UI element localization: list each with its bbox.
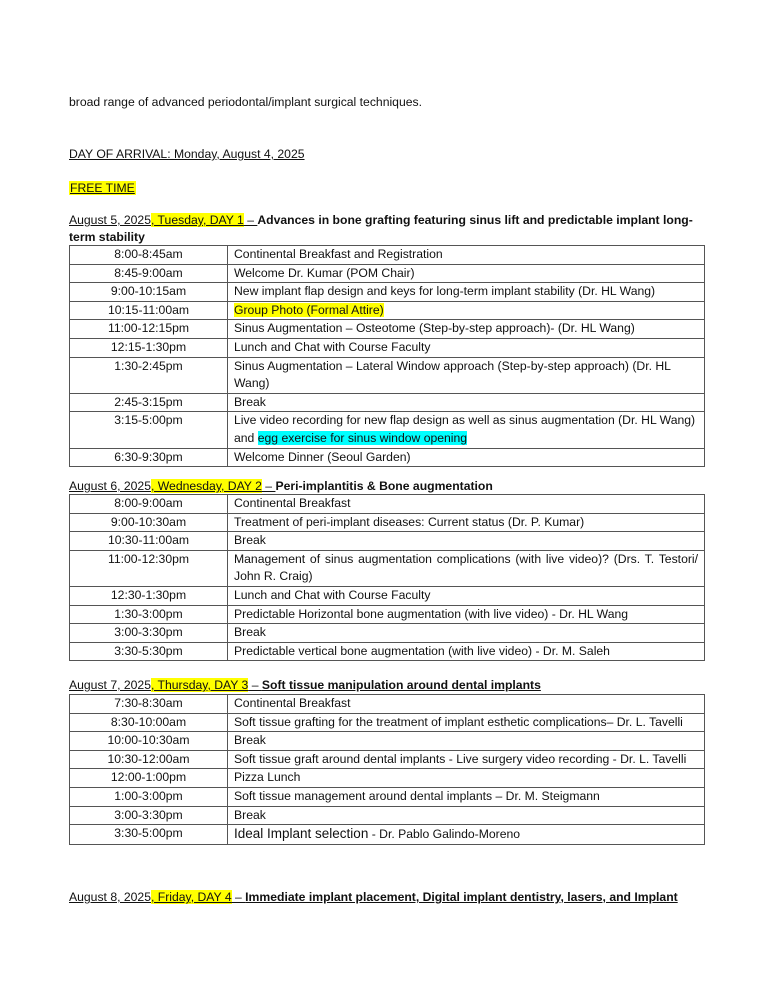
session-cell: Management of sinus augmentation complications (with live video)? (Drs. T. Testori/ John R. Craig) — [228, 550, 705, 586]
day2-label: , Wednesday, DAY 2 — [151, 479, 262, 493]
day1-dash: – — [243, 213, 258, 227]
table-row — [70, 642, 705, 661]
session-cell: Treatment of peri-implant diseases: Current status (Dr. P. Kumar) — [228, 513, 705, 532]
table-row — [70, 495, 705, 514]
session-cell: Lunch and Chat with Course Faculty — [228, 586, 705, 605]
session-cell: Continental Breakfast — [228, 495, 705, 514]
session-cell: Break — [228, 532, 705, 551]
time-cell: 2:45-3:15pm — [70, 393, 228, 412]
day2-heading — [69, 478, 705, 495]
table-row — [70, 246, 705, 265]
session-cell — [228, 412, 705, 448]
day4-heading — [69, 889, 705, 906]
table-row — [70, 320, 705, 339]
day1-title: Advances in bone grafting featuring sinus lift and predictable implant long-term stability — [69, 213, 693, 244]
day1-label: , Tuesday, DAY 1 — [151, 213, 244, 227]
day1-date: August 5, 2025 — [69, 213, 151, 227]
time-cell: 11:00-12:15pm — [70, 320, 228, 339]
table-row — [70, 825, 705, 845]
table-row — [70, 357, 705, 393]
time-cell: 3:30-5:30pm — [70, 642, 228, 661]
day4-label: , Friday, DAY 4 — [151, 890, 232, 904]
session-cell: Welcome Dinner (Seoul Garden) — [228, 448, 705, 467]
session-cell — [228, 825, 705, 845]
table-row — [70, 513, 705, 532]
session-cell: Break — [228, 393, 705, 412]
day4-dash: – — [231, 890, 246, 904]
day4-date: August 8, 2025 — [69, 890, 151, 904]
day1-schedule-table — [69, 245, 705, 467]
session-cell — [228, 301, 705, 320]
time-cell: 6:30-9:30pm — [70, 448, 228, 467]
time-cell: 1:30-3:00pm — [70, 605, 228, 624]
table-row — [70, 448, 705, 467]
session-cell: Continental Breakfast and Registration — [228, 246, 705, 265]
time-cell: 9:00-10:15am — [70, 283, 228, 302]
table-row — [70, 338, 705, 357]
day2-title: Peri-implantitis & Bone augmentation — [275, 479, 493, 493]
time-cell: 3:15-5:00pm — [70, 412, 228, 448]
time-cell: 10:30-12:00am — [70, 750, 228, 769]
day3-title: Soft tissue manipulation around dental implants — [261, 678, 541, 692]
table-row — [70, 550, 705, 586]
day3-label: , Thursday, DAY 3 — [151, 678, 249, 692]
time-cell: 12:30-1:30pm — [70, 586, 228, 605]
table-row — [70, 283, 705, 302]
table-row — [70, 695, 705, 714]
session-cell: Sinus Augmentation – Osteotome (Step-by-step approach)- (Dr. HL Wang) — [228, 320, 705, 339]
table-row — [70, 532, 705, 551]
session-cell: Lunch and Chat with Course Faculty — [228, 338, 705, 357]
session-cell: Break — [228, 806, 705, 825]
day1-heading — [69, 212, 705, 246]
time-cell: 10:00-10:30am — [70, 732, 228, 751]
arrival-heading: DAY OF ARRIVAL: Monday, August 4, 2025 — [69, 147, 305, 161]
session-cell: Welcome Dr. Kumar (POM Chair) — [228, 264, 705, 283]
day2-schedule-table — [69, 494, 705, 661]
time-cell: 12:15-1:30pm — [70, 338, 228, 357]
day2-dash: – — [261, 479, 276, 493]
day3-schedule-table — [69, 694, 705, 845]
table-row — [70, 713, 705, 732]
table-row — [70, 393, 705, 412]
time-cell: 3:00-3:30pm — [70, 624, 228, 643]
session-cell: Break — [228, 732, 705, 751]
session-text: Live video recording for new flap design as well as sinus augmentation (Dr. HL Wang) and — [234, 413, 696, 445]
time-cell: 9:00-10:30am — [70, 513, 228, 532]
session-cell: Predictable vertical bone augmentation (with live video) - Dr. M. Saleh — [228, 642, 705, 661]
time-cell: 8:30-10:00am — [70, 713, 228, 732]
table-row — [70, 806, 705, 825]
free-time-label: FREE TIME — [70, 181, 135, 195]
day4-title: Immediate implant placement, Digital implant dentistry, lasers, and Implant — [245, 890, 678, 904]
table-row — [70, 732, 705, 751]
time-cell: 1:30-2:45pm — [70, 357, 228, 393]
table-row — [70, 787, 705, 806]
time-cell: 8:00-9:00am — [70, 495, 228, 514]
time-cell: 10:15-11:00am — [70, 301, 228, 320]
time-cell: 3:30-5:00pm — [70, 825, 228, 845]
egg-exercise-highlight: egg exercise for sinus window opening — [257, 430, 468, 445]
session-cell: Sinus Augmentation – Lateral Window approach (Step-by-step approach) (Dr. HL Wang) — [228, 357, 705, 393]
time-cell: 3:00-3:30pm — [70, 806, 228, 825]
time-cell: 8:00-8:45am — [70, 246, 228, 265]
session-cell: Soft tissue management around dental implants – Dr. M. Steigmann — [228, 787, 705, 806]
session-title-large: Ideal Implant selection — [234, 826, 369, 842]
time-cell: 7:30-8:30am — [70, 695, 228, 714]
table-row — [70, 624, 705, 643]
session-cell: Break — [228, 624, 705, 643]
table-row — [70, 605, 705, 624]
session-cell: Continental Breakfast — [228, 695, 705, 714]
time-cell: 8:45-9:00am — [70, 264, 228, 283]
table-row — [70, 301, 705, 320]
table-row — [70, 750, 705, 769]
session-cell: Pizza Lunch — [228, 769, 705, 788]
table-row — [70, 264, 705, 283]
table-row — [70, 769, 705, 788]
session-speaker: - Dr. Pablo Galindo-Moreno — [368, 827, 521, 842]
session-cell: Soft tissue grafting for the treatment of implant esthetic complications– Dr. L. Tavelli — [228, 713, 705, 732]
intro-paragraph: broad range of advanced periodontal/implant surgical techniques. — [69, 95, 422, 109]
time-cell: 12:00-1:00pm — [70, 769, 228, 788]
group-photo-highlight: Group Photo (Formal Attire) — [234, 302, 384, 317]
day3-date: August 7, 2025 — [69, 678, 151, 692]
day3-heading — [69, 677, 705, 694]
day2-date: August 6, 2025 — [69, 479, 151, 493]
table-row — [70, 586, 705, 605]
time-cell: 11:00-12:30pm — [70, 550, 228, 586]
session-cell: New implant flap design and keys for long-term implant stability (Dr. HL Wang) — [228, 283, 705, 302]
day3-dash: – — [248, 678, 262, 692]
table-row — [70, 412, 705, 448]
session-cell: Predictable Horizontal bone augmentation (with live video) - Dr. HL Wang — [228, 605, 705, 624]
time-cell: 1:00-3:00pm — [70, 787, 228, 806]
time-cell: 10:30-11:00am — [70, 532, 228, 551]
session-cell: Soft tissue graft around dental implants - Live surgery video recording - Dr. L. Tavelli — [228, 750, 705, 769]
